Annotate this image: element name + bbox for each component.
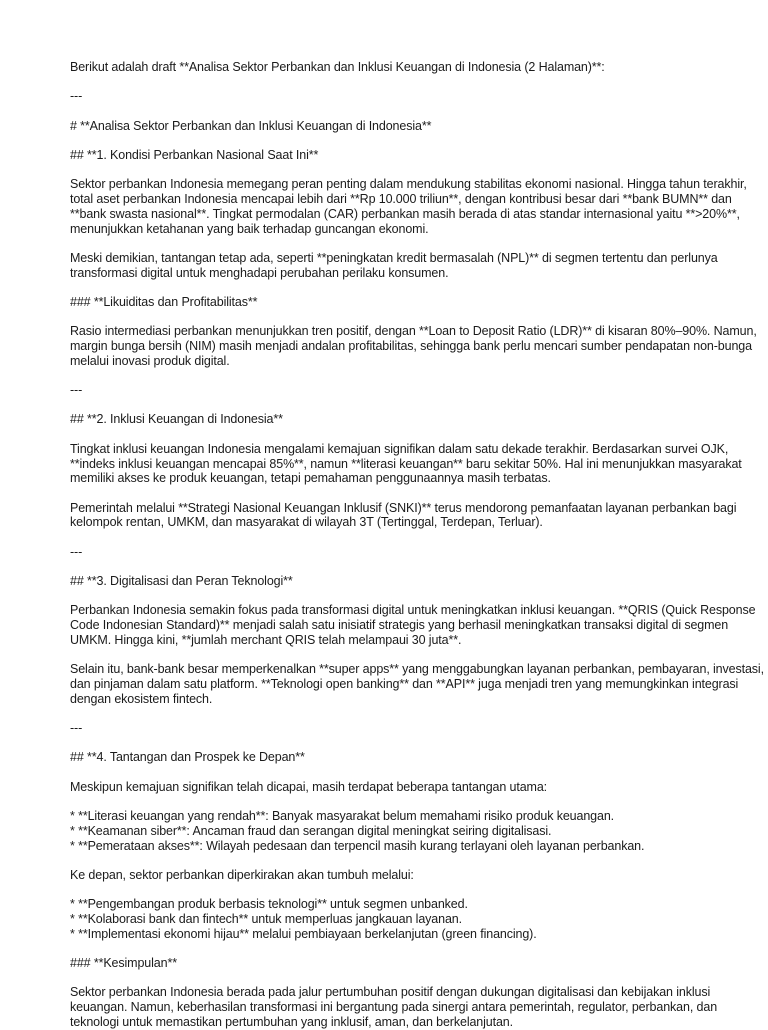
challenge-list-item: * **Pemerataan akses**: Wilayah pedesaan dan terpencil masih kurang terlayani oleh layanan perbankan.	[70, 838, 645, 853]
section-2-paragraph-1: Tingkat inklusi keuangan Indonesia mengalami kemajuan signifikan dalam satu dekade terakhir. Berdasarkan survei OJK, **indeks inklusi keuangan mencapai 85%**, namun **literasi keuangan** baru sekitar 50%. Hal ini menunjukkan masyarakat memiliki akses ke produk keuangan, tetapi pemahaman penggunaannya masih terbatas.	[70, 441, 746, 486]
section-2-heading: ## **2. Inklusi Keuangan di Indonesia**	[70, 412, 283, 427]
separator: ---	[70, 89, 83, 104]
prospect-list-item: * **Pengembangan produk berbasis teknologi** untuk segmen unbanked.	[70, 897, 468, 912]
section-1-paragraph-3: Rasio intermediasi perbankan menunjukkan tren positif, dengan **Loan to Deposit Ratio (LDR)** di kisaran 80%–90%. Namun, margin bunga bersih (NIM) masih menjadi andalan profitabilitas, sehingga bank perlu mencari sumber pendapatan non-bunga melalui inovasi produk digital.	[70, 324, 761, 368]
section-4-paragraph-2: Ke depan, sektor perbankan diperkirakan akan tumbuh melalui:	[70, 867, 414, 882]
challenge-list-item: * **Keamanan siber**: Ancaman fraud dan serangan digital meningkat seiring digitalisasi.	[70, 823, 552, 838]
intro-text: Berikut adalah draft **Analisa Sektor Perbankan dan Inklusi Keuangan di Indonesia (2 Halaman)**:	[70, 60, 605, 74]
conclusion-heading: ### **Kesimpulan**	[70, 956, 177, 971]
section-1-paragraph-2: Meski demikian, tantangan tetap ada, seperti **peningkatan kredit bermasalah (NPL)** di segmen tertentu dan perlunya transformasi digital untuk menghadapi perubahan perilaku konsumen.	[70, 250, 721, 280]
separator: ---	[70, 544, 83, 559]
section-4-paragraph-1: Meskipun kemajuan signifikan telah dicapai, masih terdapat beberapa tantangan utama:	[70, 779, 548, 794]
section-1-heading: ## **1. Kondisi Perbankan Nasional Saat Ini**	[70, 147, 319, 162]
section-3-paragraph-2: Selain itu, bank-bank besar memperkenalkan **super apps** yang menggabungkan layanan perbankan, pembayaran, investasi, dan pinjaman dalam satu platform. **Teknologi open banking** dan **API** juga menjadi tren yang memungkinkan integrasi dengan ekosistem fintech.	[70, 662, 768, 706]
section-3-paragraph-1: Perbankan Indonesia semakin fokus pada transformasi digital untuk meningkatkan inklusi keuangan. **QRIS (Quick Response Code Indonesian Standard)** menjadi salah satu inisiatif strategis yang berhasil meningkatkan transaksi digital di segmen UMKM. Hingga kini, **jumlah merchant QRIS telah melampaui 30 juta**.	[70, 603, 759, 647]
section-1-subheading: ### **Likuiditas dan Profitabilitas**	[70, 294, 258, 309]
conclusion-paragraph: Sektor perbankan Indonesia berada pada jalur pertumbuhan positif dengan dukungan digitalisasi dan kebijakan inklusi keuangan. Namun, keberhasilan transformasi ini bergantung pada sinergi antara pemerintah, regulator, perbankan, dan teknologi untuk memastikan pertumbuhan yang inklusif, aman, dan berkelanjutan.	[70, 985, 721, 1029]
separator: ---	[70, 721, 83, 736]
section-2-paragraph-2: Pemerintah melalui **Strategi Nasional Keuangan Inklusif (SNKI)** terus mendorong pemanfaatan layanan perbankan bagi kelompok rentan, UMKM, dan masyarakat di wilayah 3T (Tertinggal, Terdepan, Terluar).	[70, 500, 740, 530]
document-page	[70, 60, 766, 1030]
prospect-list-item: * **Kolaborasi bank dan fintech** untuk memperluas jangkauan layanan.	[70, 911, 462, 926]
document-title: # **Analisa Sektor Perbankan dan Inklusi Keuangan di Indonesia**	[70, 118, 432, 133]
section-1-paragraph-1: Sektor perbankan Indonesia memegang peran penting dalam mendukung stabilitas ekonomi nasional. Hingga tahun terakhir, total aset perbankan Indonesia mencapai lebih dari **Rp 10.000 triliun**, dengan kontribusi besar dari **bank BUMN** dan **bank swasta nasional**. Tingkat permodalan (CAR) perbankan masih berada di atas standar internasional yaitu **>20%**, menunjukkan ketahanan yang baik terhadap guncangan ekonomi.	[70, 177, 751, 236]
challenge-list-item: * **Literasi keuangan yang rendah**: Banyak masyarakat belum memahami risiko produk keuangan.	[70, 809, 615, 823]
section-3-heading: ## **3. Digitalisasi dan Peran Teknologi**	[70, 574, 293, 589]
separator: ---	[70, 383, 83, 398]
prospect-list-item: * **Implementasi ekonomi hijau** melalui pembiayaan berkelanjutan (green financing).	[70, 926, 537, 941]
section-4-heading: ## **4. Tantangan dan Prospek ke Depan**	[70, 750, 305, 765]
